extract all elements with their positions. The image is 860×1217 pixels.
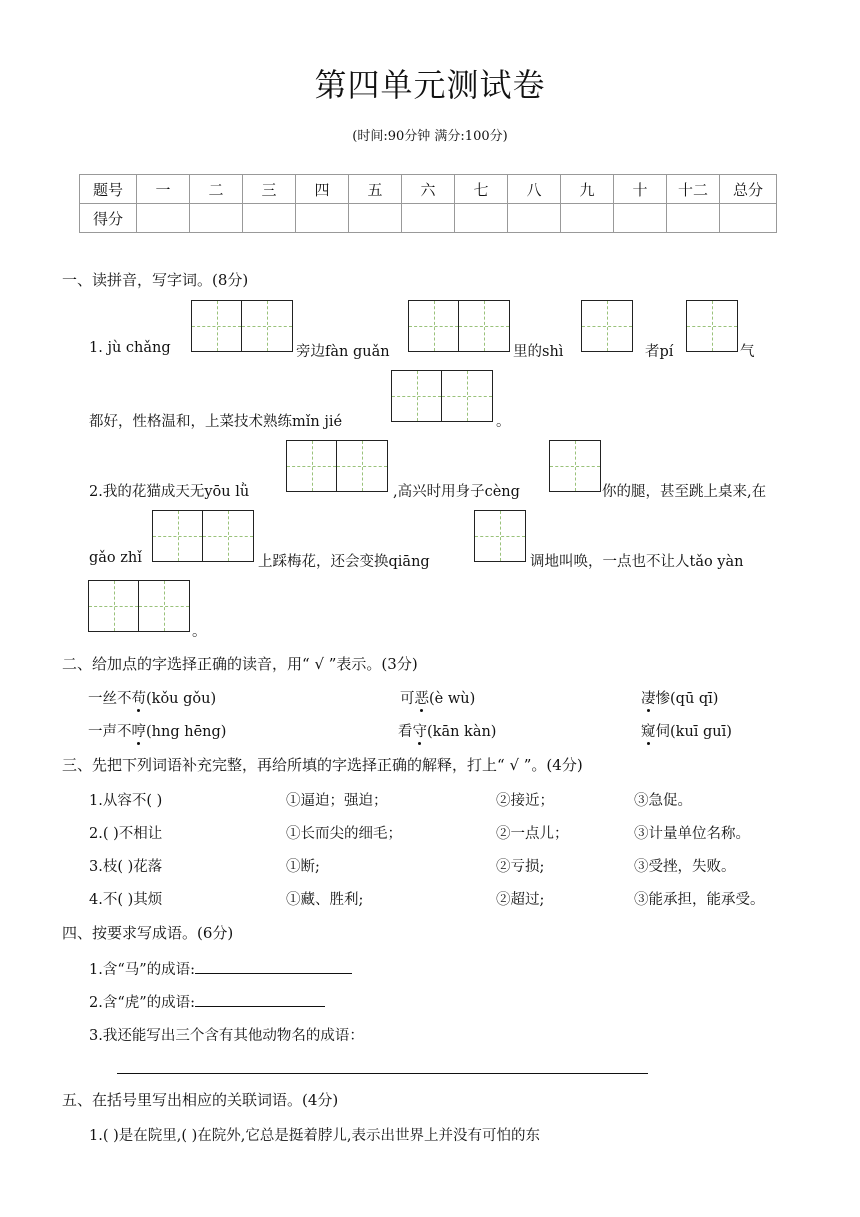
- score-input-cell[interactable]: [614, 204, 667, 233]
- writing-box-2[interactable]: [408, 300, 510, 352]
- dotted-char: 恶: [415, 687, 430, 708]
- section-3-heading: 三、先把下列词语补充完整，再给所填的字选择正确的解释，打上“ √ ”。(4分): [62, 756, 583, 774]
- writing-box-1[interactable]: [549, 440, 601, 492]
- score-input-cell[interactable]: [720, 204, 777, 233]
- score-header-cell: 十二: [667, 175, 720, 204]
- writing-box-2[interactable]: [152, 510, 254, 562]
- s4-q2: 2.含“虎”的成语:: [89, 991, 325, 1012]
- score-input-cell[interactable]: [455, 204, 508, 233]
- s3-option-c[interactable]: ③急促。: [634, 793, 692, 809]
- score-header-cell: 十: [614, 175, 667, 204]
- score-input-cell[interactable]: [667, 204, 720, 233]
- s2-item: 一丝不苟(kǒu gǒu): [88, 687, 216, 708]
- s1-line2-text-b: 。: [496, 414, 511, 430]
- s1-line1-text-d: 者pí: [645, 344, 674, 360]
- s3-word: 3.枝( )花落: [89, 859, 163, 875]
- score-table-header-row: [80, 175, 777, 204]
- s3-option-c[interactable]: ③能承担，能承受。: [634, 892, 765, 908]
- s3-option-c[interactable]: ③受挫，失败。: [634, 859, 736, 875]
- page-subtitle: (时间:90分钟 满分:100分): [352, 129, 508, 144]
- dotted-char: 苟: [132, 687, 147, 708]
- answer-blank[interactable]: [195, 958, 352, 974]
- writing-box-1[interactable]: [686, 300, 738, 352]
- score-header-cell: 四: [296, 175, 349, 204]
- s4-q3: 3.我还能写出三个含有其他动物名的成语：: [89, 1028, 364, 1044]
- writing-box-1[interactable]: [474, 510, 526, 562]
- dotted-char: 窥: [641, 720, 656, 741]
- answer-blank[interactable]: [195, 991, 325, 1007]
- s1-line4-text-a: gǎo zhǐ: [89, 550, 142, 566]
- score-header-cell: 题号: [80, 175, 137, 204]
- s2-item: 看守(kān kàn): [398, 720, 496, 741]
- s1-line1-text-b: 旁边fàn guǎn: [296, 344, 390, 360]
- s3-word: 1.从容不( ): [89, 793, 163, 809]
- page-title: 第四单元测试卷: [314, 66, 546, 104]
- writing-box-2[interactable]: [286, 440, 388, 492]
- s1-line3-text-a: 2.我的花猫成天无yōu lǜ: [89, 484, 250, 500]
- score-header-cell: 六: [402, 175, 455, 204]
- s3-option-c[interactable]: ③计量单位名称。: [634, 826, 750, 842]
- score-input-cell[interactable]: [137, 204, 190, 233]
- writing-box-2[interactable]: [88, 580, 190, 632]
- dotted-char: 哼: [132, 720, 147, 741]
- score-header-cell: 二: [190, 175, 243, 204]
- s3-option-a[interactable]: ①逼迫；强迫；: [286, 793, 388, 809]
- s3-option-b[interactable]: ②亏损;: [496, 859, 545, 875]
- score-input-cell[interactable]: [243, 204, 296, 233]
- writing-box-2[interactable]: [391, 370, 493, 422]
- score-input-cell[interactable]: [402, 204, 455, 233]
- s2-item: 凄惨(qū qī): [641, 687, 718, 708]
- score-input-cell[interactable]: [190, 204, 243, 233]
- s2-item: 一声不哼(hng hēng): [88, 720, 226, 741]
- s1-line1-text-e: 气: [740, 344, 755, 360]
- s2-item: 窥伺(kuī guī): [641, 720, 732, 741]
- writing-box-1[interactable]: [581, 300, 633, 352]
- score-input-cell[interactable]: [561, 204, 614, 233]
- s3-word: 4.不( )其烦: [89, 892, 163, 908]
- s1-line1-text-a: 1. jù chǎng: [89, 340, 171, 356]
- score-header-cell: 一: [137, 175, 190, 204]
- dotted-char: 守: [413, 720, 428, 741]
- s5-q1: 1.( )是在院里,( )在院外,它总是挺着脖儿,表示出世界上并没有可怕的东: [89, 1128, 541, 1144]
- s4-q1: 1.含“马”的成语:: [89, 958, 352, 979]
- score-input-cell[interactable]: [508, 204, 561, 233]
- section-4-heading: 四、按要求写成语。(6分): [62, 924, 234, 942]
- score-input-cell[interactable]: [349, 204, 402, 233]
- score-header-cell: 八: [508, 175, 561, 204]
- s1-line4-text-c: 调地叫唤，一点也不让人tǎo yàn: [530, 554, 744, 570]
- score-row-label: 得分: [80, 204, 137, 233]
- score-header-cell: 三: [243, 175, 296, 204]
- s1-line3-text-b: ,高兴时用身子cèng: [393, 484, 520, 500]
- score-header-cell: 总分: [720, 175, 777, 204]
- writing-box-2[interactable]: [191, 300, 293, 352]
- s1-line2-text-a: 都好，性格温和，上菜技术熟练mǐn jié: [89, 414, 343, 430]
- s3-word: 2.( )不相让: [89, 826, 163, 842]
- score-input-cell[interactable]: [296, 204, 349, 233]
- score-header-cell: 五: [349, 175, 402, 204]
- section-2-heading: 二、给加点的字选择正确的读音，用“ √ ”表示。(3分): [62, 655, 418, 673]
- s3-option-a[interactable]: ①藏、胜利;: [286, 892, 364, 908]
- score-table: [79, 174, 777, 233]
- s1-line1-text-c: 里的shì: [513, 344, 564, 360]
- s3-option-a[interactable]: ①长而尖的细毛；: [286, 826, 402, 842]
- s3-option-a[interactable]: ①断;: [286, 859, 320, 875]
- s3-option-b[interactable]: ②接近；: [496, 793, 554, 809]
- s3-option-b[interactable]: ②一点儿；: [496, 826, 569, 842]
- score-header-cell: 九: [561, 175, 614, 204]
- dotted-char: 凄: [641, 687, 656, 708]
- s1-line3-text-c: 你的腿，甚至跳上桌来,在: [602, 484, 767, 500]
- score-header-cell: 七: [455, 175, 508, 204]
- score-table-score-row: [80, 204, 777, 233]
- s1-line4-text-b: 上踩梅花，还会变换qiāng: [258, 554, 430, 570]
- answer-line[interactable]: [117, 1073, 648, 1074]
- section-5-heading: 五、在括号里写出相应的关联词语。(4分): [62, 1091, 339, 1109]
- s2-item: 可恶(è wù): [400, 687, 475, 708]
- s1-line5-text: 。: [192, 624, 207, 640]
- s3-option-b[interactable]: ②超过;: [496, 892, 545, 908]
- section-1-heading: 一、读拼音，写字词。(8分): [62, 271, 249, 289]
